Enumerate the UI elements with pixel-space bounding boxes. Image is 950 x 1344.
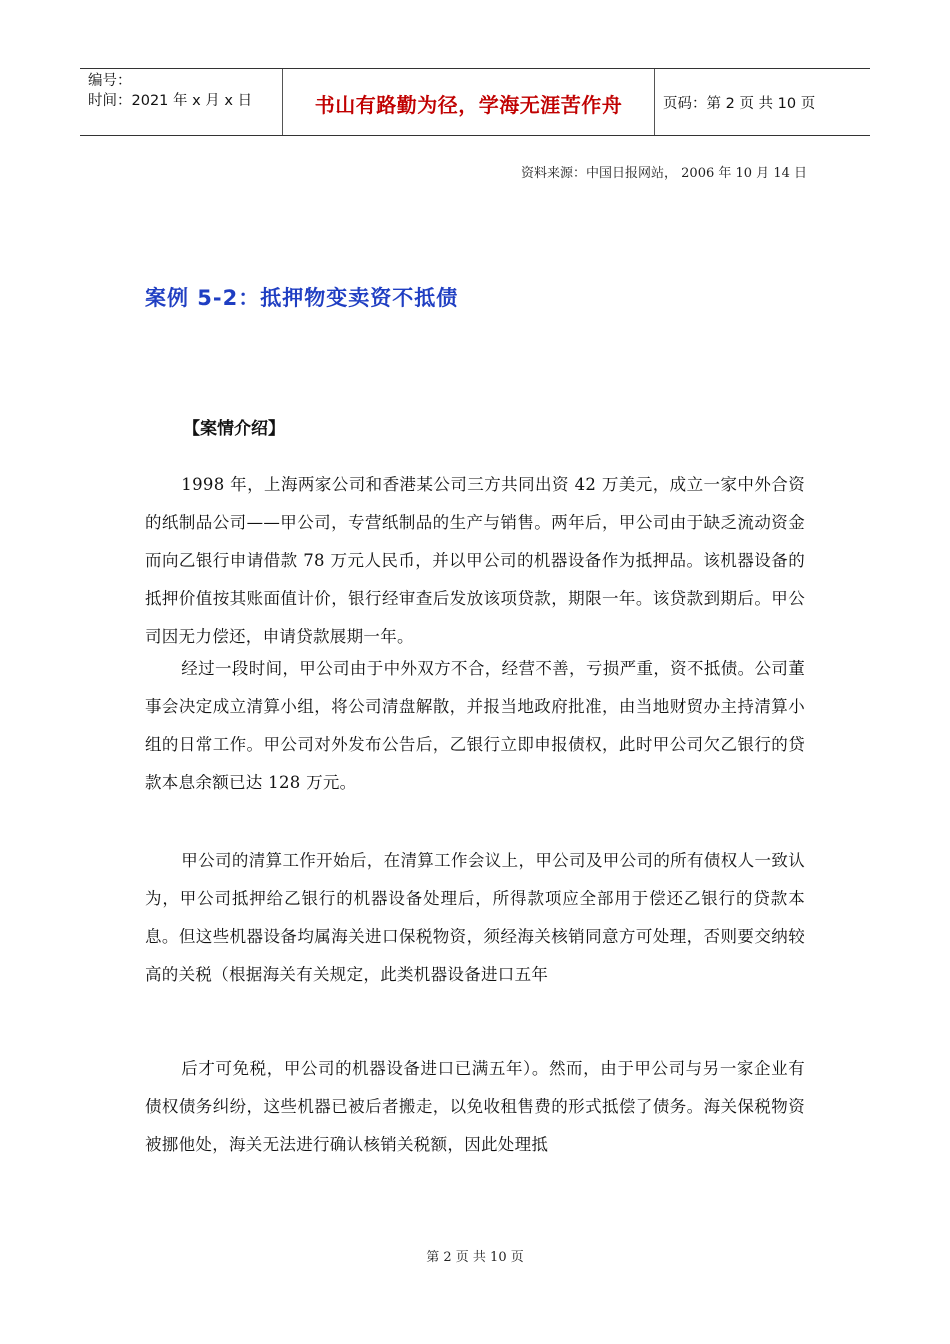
paragraph-1 — [145, 466, 805, 656]
source-line: 资料来源：中国日报网站， 2006 年 10 月 14 日 — [521, 166, 807, 181]
paragraph-text: 甲公司的清算工作开始后，在清算工作会议上，甲公司及甲公司的所有债权人一致认为，甲公司抵押给乙银行的机器设备处理后，所得款项应全部用于偿还乙银行的贷款本息。但这些机器设备均属海关进口保税物资，须经海关核销同意方可处理，否则要交纳较高的关税（根据海关有关规定，此类机器设备进口五年 — [145, 851, 805, 984]
paragraph-4 — [145, 1050, 805, 1164]
case-title: 案例 5-2：抵押物变卖资不抵债 — [145, 286, 459, 310]
header-number: 编号： — [88, 73, 132, 89]
header-meta — [80, 69, 282, 135]
header-time: 时间：2021 年 x 月 x 日 — [88, 93, 253, 109]
page-header — [80, 68, 870, 136]
paragraph-2 — [145, 650, 805, 802]
page-footer: 第 2 页 共 10 页 — [426, 1250, 524, 1265]
paragraph-text: 经过一段时间，甲公司由于中外双方不合，经营不善，亏损严重，资不抵债。公司董事会决定成立清算小组，将公司清盘解散，并报当地政府批准，由当地财贸办主持清算小组的日常工作。甲公司对外发布公告后，乙银行立即申报债权，此时甲公司欠乙银行的贷款本息余额已达 128 万元。 — [145, 659, 805, 792]
header-motto: 书山有路勤为径，学海无涯苦作舟 — [282, 69, 655, 135]
section-heading: 【案情介绍】 — [183, 419, 285, 439]
header-page-code: 页码：第 2 页 共 10 页 — [663, 96, 816, 112]
paragraph-text: 1998 年，上海两家公司和香港某公司三方共同出资 42 万美元，成立一家中外合资的纸制品公司——甲公司，专营纸制品的生产与销售。两年后，甲公司由于缺乏流动资金而向乙银行申请借款 78 万元人民币，并以甲公司的机器设备作为抵押品。该机器设备的抵押价值按其账面值计价，银行经审查后发放该项贷款，期限一年。该贷款到期后。甲公司因无力偿还，申请贷款展期一年。 — [145, 475, 805, 646]
paragraph-text: 后才可免税，甲公司的机器设备进口已满五年）。然而，由于甲公司与另一家企业有债权债务纠纷，这些机器已被后者搬走，以免收租售费的形式抵偿了债务。海关保税物资被挪他处，海关无法进行确认核销关税额，因此处理抵 — [145, 1059, 805, 1154]
paragraph-3 — [145, 842, 805, 994]
